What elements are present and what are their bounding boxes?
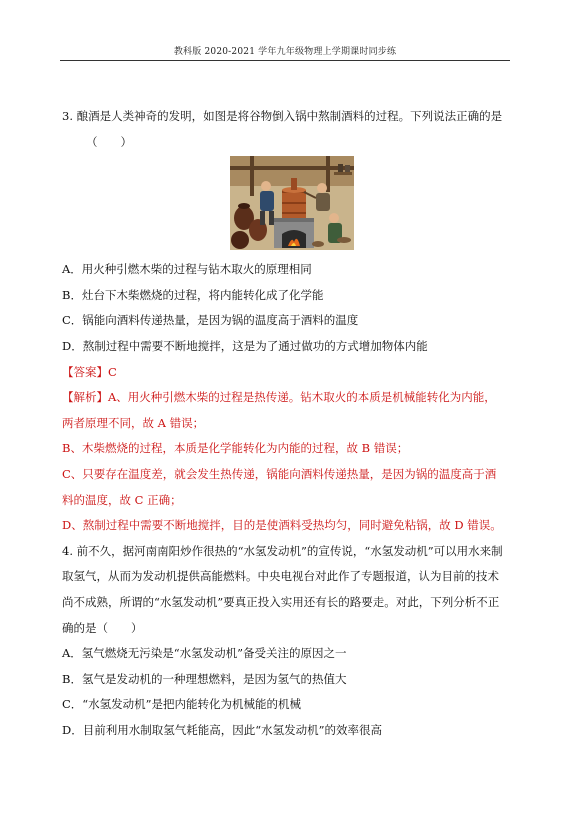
q3-analysis-line-2: 两者原理不同，故 A 错误； [62,415,205,430]
q4-stem-line-3: 尚不成熟，所谓的“水氢发动机”要真正投入实用还有长的路要走。对此，下列分析不正 [62,594,500,609]
answer-value: C [108,364,117,379]
q3-option-b: B．灶台下木柴燃烧的过程，将内能转化成了化学能 [62,287,324,302]
q4-stem-line-2: 取氢气，从而为发动机提供高能燃料。中央电视台对此作了专题报道，认为目前的技术 [62,569,499,584]
q4-option-b: B．氢气是发动机的一种理想燃料，是因为氢气的热值大 [62,671,347,686]
q3-figure-container [62,156,512,252]
q3-analysis-line-1 [62,385,512,411]
q3-answer [62,360,512,386]
q3-analysis-line-5: 料的温度，故 C 正确； [62,492,182,507]
wine-making-illustration [230,156,354,250]
q3-stem-line-1: 3. 酿酒是人类神奇的发明，如图是将谷物倒入锅中熬制酒料的过程。下列说法正确的是 [62,109,503,123]
question-3 [62,104,512,539]
analysis-tag: 【解析】 [62,390,108,405]
answer-tag: 【答案】 [62,364,108,379]
q3-option-d: D．熬制过程中需要不断地搅拌，这是为了通过做功的方式增加物体内能 [62,338,428,353]
q3-analysis-line-3: B、木柴燃烧的过程，本质是化学能转化为内能的过程，故 B 错误； [62,441,409,456]
q3-stem-line-2: （ ） [86,134,132,149]
document-body [62,104,512,743]
question-4 [62,539,512,744]
q4-option-a: A．氢气燃烧无污染是“水氢发动机”备受关注的原因之一 [62,646,347,661]
header-divider [60,60,510,61]
q4-option-d: D．目前利用水制取氢气耗能高，因此“水氢发动机”的效率很高 [62,722,382,737]
q4-option-c: C．“水氢发动机”是把内能转化为机械能的机械 [62,697,302,712]
analysis-text-1: A、用火种引燃木柴的过程是热传递。钻木取火的本质是机械能转化为内能， [108,390,496,405]
q3-analysis-line-4: C、只要存在温度差，就会发生热传递，锅能向酒料传递热量，是因为锅的温度高于酒 [62,466,497,481]
page-header: 教科版 2020-2021 学年九年级物理上学期课时同步练 [173,47,397,57]
q4-stem-line-4: 确的是（ ） [62,620,143,635]
q4-stem-line-1: 4. 前不久，据河南南阳炒作很热的“水氢发动机”的宣传说，“水氢发动机”可以用水来制 [62,543,503,558]
q3-option-a: A．用火种引燃木柴的过程与钻木取火的原理相同 [62,262,312,277]
q3-option-c: C．锅能向酒料传递热量，是因为锅的温度高于酒料的温度 [62,313,359,328]
q3-analysis-line-6: D、熬制过程中需要不断地搅拌，目的是使酒料受热均匀，同时避免粘锅，故 D 错误。 [62,518,502,533]
